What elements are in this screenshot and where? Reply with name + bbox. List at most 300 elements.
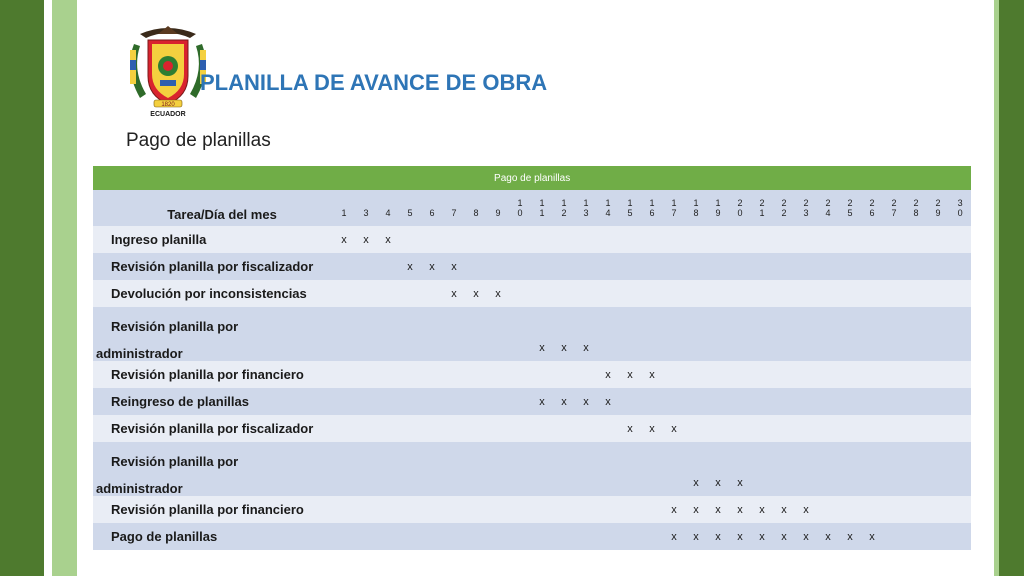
- day-mark: [641, 469, 663, 496]
- day-mark: [333, 469, 355, 496]
- day-mark: [795, 226, 817, 253]
- table-row: [93, 361, 971, 388]
- day-mark: [905, 415, 927, 442]
- day-unit-cell: 1: [751, 208, 773, 226]
- day-mark: [509, 469, 531, 496]
- day-mark: [377, 388, 399, 415]
- day-mark: [597, 253, 619, 280]
- day-unit-cell: 6: [421, 208, 443, 226]
- task-name: Revisión planilla por: [93, 307, 333, 334]
- day-mark: x: [663, 523, 685, 550]
- day-mark: [487, 253, 509, 280]
- day-mark: [707, 226, 729, 253]
- day-mark: x: [685, 496, 707, 523]
- table-row: [93, 253, 971, 280]
- day-mark: [443, 523, 465, 550]
- day-tens-cell: 1: [509, 190, 531, 208]
- day-mark: [927, 496, 949, 523]
- day-mark: [839, 280, 861, 307]
- seal-year: 1820: [161, 102, 175, 108]
- day-mark: [707, 388, 729, 415]
- table-row: [93, 469, 971, 496]
- day-mark: [773, 280, 795, 307]
- day-mark: [377, 361, 399, 388]
- day-mark: [861, 415, 883, 442]
- day-mark: [905, 496, 927, 523]
- day-mark: [399, 469, 421, 496]
- day-mark: [531, 496, 553, 523]
- day-mark: [663, 361, 685, 388]
- day-mark: [861, 388, 883, 415]
- task-name-continued: administrador: [93, 469, 333, 496]
- day-mark: [421, 226, 443, 253]
- day-mark: [641, 496, 663, 523]
- day-mark: [531, 523, 553, 550]
- day-mark: [487, 469, 509, 496]
- day-mark: [861, 280, 883, 307]
- day-mark: [465, 253, 487, 280]
- day-mark: x: [795, 496, 817, 523]
- day-mark: [883, 280, 905, 307]
- day-mark: x: [795, 523, 817, 550]
- day-mark: [421, 415, 443, 442]
- day-mark: [707, 280, 729, 307]
- day-mark: [729, 253, 751, 280]
- day-mark: [355, 361, 377, 388]
- day-mark: [927, 415, 949, 442]
- day-mark: [751, 415, 773, 442]
- task-name: Revisión planilla por: [93, 442, 333, 469]
- day-mark: [531, 226, 553, 253]
- schedule-table: [93, 166, 971, 550]
- day-mark: [443, 361, 465, 388]
- day-mark: [355, 523, 377, 550]
- day-mark: [553, 523, 575, 550]
- day-mark: [905, 469, 927, 496]
- day-unit-cell: 2: [773, 208, 795, 226]
- day-mark: [619, 226, 641, 253]
- day-mark: [465, 469, 487, 496]
- day-mark: [839, 469, 861, 496]
- day-unit-cell: 7: [663, 208, 685, 226]
- day-mark: [773, 415, 795, 442]
- day-mark: [377, 253, 399, 280]
- day-mark: x: [729, 496, 751, 523]
- day-mark: [685, 334, 707, 361]
- day-mark: [487, 226, 509, 253]
- day-mark: [421, 496, 443, 523]
- day-tens-cell: 1: [619, 190, 641, 208]
- day-mark: [509, 253, 531, 280]
- day-mark: [597, 496, 619, 523]
- day-mark: x: [443, 280, 465, 307]
- day-mark: [795, 415, 817, 442]
- day-unit-cell: 1: [333, 208, 355, 226]
- day-mark: [553, 280, 575, 307]
- table-header-row: [93, 166, 971, 190]
- day-mark: [861, 469, 883, 496]
- day-unit-cell: 6: [861, 208, 883, 226]
- day-mark: [509, 334, 531, 361]
- day-tens-cell: [465, 190, 487, 208]
- day-mark: [795, 361, 817, 388]
- day-mark: x: [531, 334, 553, 361]
- day-mark: [355, 496, 377, 523]
- day-mark: [927, 523, 949, 550]
- day-tens-cell: 1: [641, 190, 663, 208]
- day-mark: [949, 388, 971, 415]
- day-mark: [883, 226, 905, 253]
- day-mark: [861, 226, 883, 253]
- day-tens-cell: 2: [905, 190, 927, 208]
- day-mark: [861, 361, 883, 388]
- day-mark: [839, 388, 861, 415]
- day-mark: [443, 469, 465, 496]
- day-mark: [883, 523, 905, 550]
- day-mark: [905, 388, 927, 415]
- day-mark: [729, 334, 751, 361]
- day-mark: x: [553, 334, 575, 361]
- day-mark: x: [729, 523, 751, 550]
- day-unit-cell: 5: [399, 208, 421, 226]
- day-mark: x: [619, 415, 641, 442]
- day-mark: [773, 253, 795, 280]
- day-mark: [575, 226, 597, 253]
- day-mark: [751, 280, 773, 307]
- table-row: [93, 334, 971, 361]
- day-mark: [883, 415, 905, 442]
- day-mark: [619, 280, 641, 307]
- day-unit-cell: 1: [531, 208, 553, 226]
- table-row: [93, 388, 971, 415]
- day-mark: [641, 523, 663, 550]
- day-mark: [553, 415, 575, 442]
- day-unit-cell: 8: [905, 208, 927, 226]
- day-mark: [443, 226, 465, 253]
- day-mark: [399, 496, 421, 523]
- day-mark: [597, 280, 619, 307]
- page-title: PLANILLA DE AVANCE DE OBRA: [200, 70, 548, 95]
- day-tens-cell: 2: [883, 190, 905, 208]
- day-mark: [575, 523, 597, 550]
- day-mark: [949, 496, 971, 523]
- day-mark: x: [707, 523, 729, 550]
- day-mark: [399, 415, 421, 442]
- day-mark: [619, 496, 641, 523]
- day-mark: [949, 523, 971, 550]
- day-mark: x: [575, 334, 597, 361]
- day-mark: [597, 469, 619, 496]
- day-mark: [905, 334, 927, 361]
- day-mark: [905, 226, 927, 253]
- day-mark: [751, 226, 773, 253]
- day-mark: [861, 253, 883, 280]
- day-mark: [883, 334, 905, 361]
- day-mark: [509, 523, 531, 550]
- day-mark: [795, 253, 817, 280]
- day-mark: x: [531, 388, 553, 415]
- day-mark: x: [707, 469, 729, 496]
- day-mark: [399, 523, 421, 550]
- day-mark: [553, 469, 575, 496]
- task-name: Revisión planilla por fiscalizador: [93, 253, 333, 280]
- day-mark: [487, 523, 509, 550]
- day-mark: [685, 280, 707, 307]
- day-mark: [553, 253, 575, 280]
- table-row: [93, 280, 971, 307]
- task-name: Ingreso planilla: [93, 226, 333, 253]
- day-mark: [795, 280, 817, 307]
- day-mark: [487, 388, 509, 415]
- day-unit-cell: 9: [487, 208, 509, 226]
- row-spacer: [333, 307, 971, 334]
- day-mark: [575, 280, 597, 307]
- day-mark: [751, 253, 773, 280]
- day-mark: [641, 253, 663, 280]
- day-tens-cell: [443, 190, 465, 208]
- day-mark: [465, 523, 487, 550]
- day-mark: x: [421, 253, 443, 280]
- day-mark: [663, 253, 685, 280]
- day-mark: [421, 469, 443, 496]
- day-mark: [883, 253, 905, 280]
- day-mark: [927, 280, 949, 307]
- table-row: [93, 496, 971, 523]
- day-mark: x: [597, 388, 619, 415]
- day-unit-cell: 6: [641, 208, 663, 226]
- day-mark: [773, 388, 795, 415]
- day-mark: x: [773, 496, 795, 523]
- day-mark: [597, 226, 619, 253]
- day-unit-cell: 0: [729, 208, 751, 226]
- day-tens-cell: [487, 190, 509, 208]
- day-mark: x: [707, 496, 729, 523]
- day-mark: [443, 496, 465, 523]
- day-mark: [641, 388, 663, 415]
- day-mark: [509, 388, 531, 415]
- day-mark: [949, 415, 971, 442]
- table-row: [93, 523, 971, 550]
- day-mark: [399, 388, 421, 415]
- day-mark: [333, 334, 355, 361]
- day-unit-cell: 8: [685, 208, 707, 226]
- day-mark: [509, 280, 531, 307]
- day-mark: [729, 415, 751, 442]
- page-subtitle: Pago de planillas: [126, 130, 271, 151]
- day-mark: [575, 361, 597, 388]
- day-mark: [421, 361, 443, 388]
- day-mark: x: [751, 523, 773, 550]
- day-tens-cell: 2: [927, 190, 949, 208]
- day-mark: x: [355, 226, 377, 253]
- day-mark: x: [443, 253, 465, 280]
- table-row: [93, 307, 971, 334]
- day-mark: [839, 361, 861, 388]
- day-mark: [575, 496, 597, 523]
- day-mark: [773, 469, 795, 496]
- day-mark: [487, 361, 509, 388]
- day-mark: [773, 334, 795, 361]
- day-unit-cell: 3: [575, 208, 597, 226]
- day-tens-cell: 1: [575, 190, 597, 208]
- day-mark: [949, 361, 971, 388]
- day-mark: [839, 226, 861, 253]
- day-mark: [597, 334, 619, 361]
- task-name: Revisión planilla por financiero: [93, 361, 333, 388]
- day-mark: [949, 280, 971, 307]
- day-unit-cell: 0: [509, 208, 531, 226]
- day-mark: [663, 280, 685, 307]
- day-mark: [751, 361, 773, 388]
- day-mark: [443, 388, 465, 415]
- day-unit-cell: 4: [377, 208, 399, 226]
- day-mark: [641, 280, 663, 307]
- day-mark: x: [861, 523, 883, 550]
- day-mark: [729, 361, 751, 388]
- day-mark: [751, 469, 773, 496]
- day-mark: x: [685, 523, 707, 550]
- day-mark: x: [817, 523, 839, 550]
- task-name: Devolución por inconsistencias: [93, 280, 333, 307]
- day-mark: [333, 496, 355, 523]
- day-mark: [443, 334, 465, 361]
- day-mark: [553, 496, 575, 523]
- day-mark: [531, 253, 553, 280]
- day-mark: [619, 334, 641, 361]
- day-unit-cell: 4: [597, 208, 619, 226]
- table-row: [93, 415, 971, 442]
- day-mark: [597, 523, 619, 550]
- day-mark: x: [685, 469, 707, 496]
- day-mark: [619, 253, 641, 280]
- day-tens-cell: 2: [817, 190, 839, 208]
- day-mark: [839, 334, 861, 361]
- day-tens-cell: 2: [861, 190, 883, 208]
- day-mark: [663, 226, 685, 253]
- day-mark: [421, 280, 443, 307]
- day-tens-cell: 1: [707, 190, 729, 208]
- task-name-continued: administrador: [93, 334, 333, 361]
- day-mark: [795, 388, 817, 415]
- day-tens-cell: 1: [531, 190, 553, 208]
- day-mark: [905, 280, 927, 307]
- day-tens-cell: 2: [795, 190, 817, 208]
- day-mark: [883, 361, 905, 388]
- day-mark: [487, 334, 509, 361]
- day-unit-cell: 8: [465, 208, 487, 226]
- day-tens-cell: [399, 190, 421, 208]
- day-mark: [619, 388, 641, 415]
- day-mark: x: [333, 226, 355, 253]
- day-mark: [399, 280, 421, 307]
- day-mark: x: [597, 361, 619, 388]
- task-column-label: Tarea/Día del mes: [93, 190, 333, 226]
- left-light-bar: [52, 0, 77, 576]
- day-mark: [685, 253, 707, 280]
- day-unit-cell: 9: [927, 208, 949, 226]
- day-mark: [421, 523, 443, 550]
- day-mark: [707, 253, 729, 280]
- day-mark: [509, 415, 531, 442]
- day-tens-cell: 1: [553, 190, 575, 208]
- day-mark: x: [663, 415, 685, 442]
- day-tens-row: [93, 190, 971, 208]
- day-tens-cell: 2: [751, 190, 773, 208]
- day-mark: [949, 469, 971, 496]
- day-mark: [509, 226, 531, 253]
- day-tens-cell: 2: [773, 190, 795, 208]
- day-unit-cell: 2: [553, 208, 575, 226]
- day-mark: [333, 361, 355, 388]
- day-mark: [751, 388, 773, 415]
- day-mark: [377, 415, 399, 442]
- day-mark: [465, 388, 487, 415]
- day-mark: [817, 280, 839, 307]
- day-mark: [927, 334, 949, 361]
- day-mark: [421, 334, 443, 361]
- day-mark: x: [839, 523, 861, 550]
- task-name: Revisión planilla por fiscalizador: [93, 415, 333, 442]
- day-mark: [355, 280, 377, 307]
- day-mark: [729, 388, 751, 415]
- day-tens-cell: 1: [597, 190, 619, 208]
- day-mark: [817, 226, 839, 253]
- day-mark: x: [377, 226, 399, 253]
- day-mark: [839, 496, 861, 523]
- day-mark: [333, 388, 355, 415]
- day-mark: [553, 361, 575, 388]
- day-mark: [619, 523, 641, 550]
- day-mark: [531, 361, 553, 388]
- day-mark: x: [663, 496, 685, 523]
- day-mark: [707, 415, 729, 442]
- day-mark: [707, 361, 729, 388]
- day-mark: [883, 388, 905, 415]
- day-mark: x: [729, 469, 751, 496]
- day-mark: [377, 469, 399, 496]
- day-mark: [443, 415, 465, 442]
- day-mark: [575, 253, 597, 280]
- day-tens-cell: [421, 190, 443, 208]
- table-header: Pago de planillas: [93, 166, 971, 190]
- day-mark: [839, 415, 861, 442]
- day-unit-cell: 4: [817, 208, 839, 226]
- day-mark: [377, 334, 399, 361]
- day-mark: [399, 361, 421, 388]
- right-dark-bar: [999, 0, 1024, 576]
- day-unit-cell: 3: [795, 208, 817, 226]
- day-mark: x: [641, 361, 663, 388]
- day-mark: [575, 415, 597, 442]
- day-mark: [465, 496, 487, 523]
- day-tens-cell: 2: [839, 190, 861, 208]
- day-mark: [333, 280, 355, 307]
- day-mark: [333, 253, 355, 280]
- day-mark: [861, 334, 883, 361]
- day-tens-cell: [377, 190, 399, 208]
- day-mark: [773, 361, 795, 388]
- task-name: Revisión planilla por financiero: [93, 496, 333, 523]
- day-mark: x: [575, 388, 597, 415]
- day-mark: [663, 334, 685, 361]
- table-row: [93, 226, 971, 253]
- day-mark: [927, 361, 949, 388]
- day-mark: [883, 469, 905, 496]
- day-mark: [795, 469, 817, 496]
- day-unit-cell: 0: [949, 208, 971, 226]
- left-dark-bar: [0, 0, 44, 576]
- day-mark: [575, 469, 597, 496]
